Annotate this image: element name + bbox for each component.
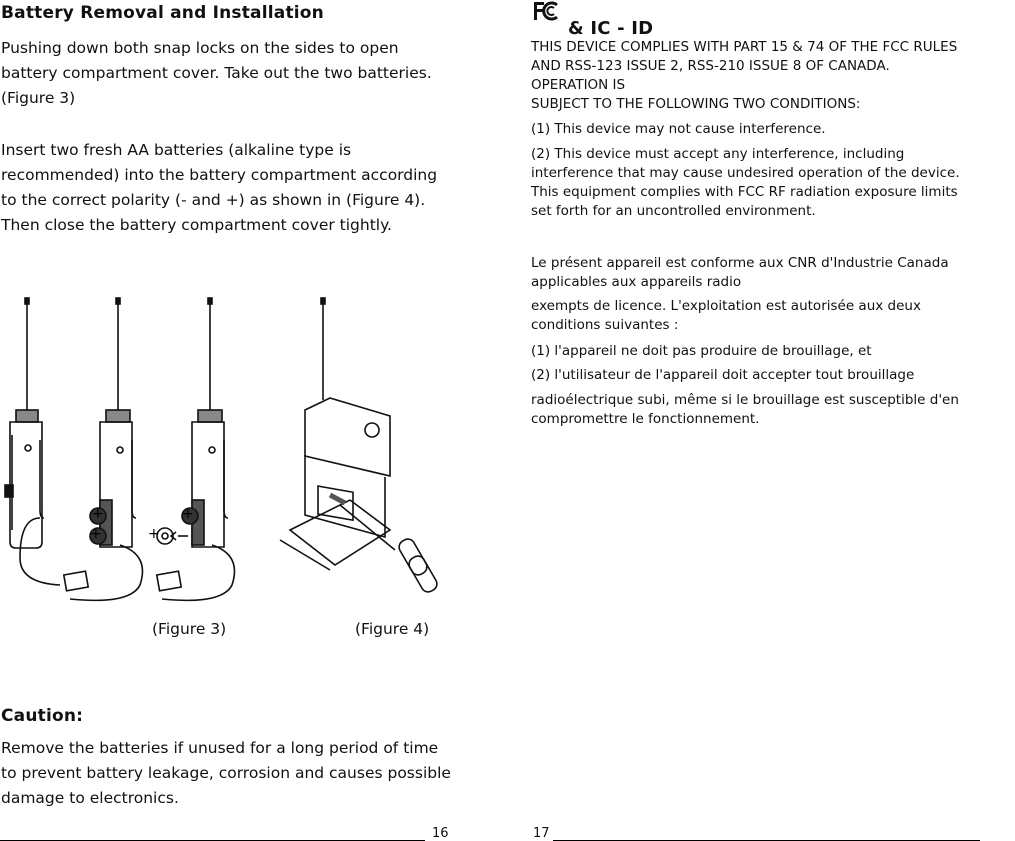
figure3-caption: (Figure 3) xyxy=(152,620,227,638)
polarity-plus-3: + xyxy=(182,506,194,522)
fcc-ic-heading: & IC - ID xyxy=(568,18,654,39)
bodypack-open-view xyxy=(280,298,395,570)
polarity-plus-2: + xyxy=(90,526,102,542)
ic-french-para-2: exempts de licence. L'exploitation est autorisée aux deux conditions suivantes : xyxy=(531,298,921,333)
right-page-number: 17 xyxy=(533,826,550,841)
aa-batteries xyxy=(397,537,440,595)
ic-french-condition-2: (2) l'utilisateur de l'appareil doit accepter tout brouillage xyxy=(531,367,915,383)
fcc-condition-2: (2) This device must accept any interference, including interference that may cause undesired operation of the device. This equipment complies with FCC RF radiation exposure limits set forth for an uncontrolled environment. xyxy=(531,146,960,219)
fcc-line-3: OPERATION IS xyxy=(531,77,626,93)
caution-heading: Caution: xyxy=(1,706,84,726)
fcc-line-1: THIS DEVICE COMPLIES WITH PART 15 & 74 OF THE FCC RULES xyxy=(531,39,958,55)
battery-figures-illustration xyxy=(0,290,460,610)
fcc-logo xyxy=(531,0,561,22)
battery-section-heading: Battery Removal and Installation xyxy=(1,3,324,23)
ic-french-para-1: Le présent appareil est conforme aux CNR d'Industrie Canada applicables aux appareils radio xyxy=(531,255,949,290)
transmitter-side-view-1 xyxy=(5,298,44,548)
left-page-number: 16 xyxy=(432,826,449,841)
fcc-line-2: AND RSS-123 ISSUE 2, RSS-210 ISSUE 8 OF CANADA. xyxy=(531,58,890,74)
figure4-caption: (Figure 4) xyxy=(355,620,430,638)
polarity-plus-1: + xyxy=(92,506,104,522)
fcc-condition-1: (1) This device may not cause interference. xyxy=(531,121,826,137)
polarity-plus-4: + xyxy=(148,526,160,542)
fcc-line-4: SUBJECT TO THE FOLLOWING TWO CONDITIONS: xyxy=(531,96,861,112)
transmitter-side-view-3 xyxy=(192,298,228,547)
transmitter-side-view-2 xyxy=(100,298,136,547)
caution-text: Remove the batteries if unused for a long period of time to prevent battery leakage, corrosion and causes possible damage to electronics. xyxy=(1,739,451,807)
installation-paragraph: Insert two fresh AA batteries (alkaline type is recommended) into the battery compartment according to the correct polarity (- and +) as shown in (Figure 4). Then close the battery compartment cover tightly. xyxy=(1,141,438,234)
removal-paragraph: Pushing down both snap locks on the sides to open battery compartment cover. Take out the two batteries. (Figure 3) xyxy=(1,39,432,107)
ic-french-condition-3: radioélectrique subi, même si le brouillage est susceptible d'en compromettre le fonctionnement. xyxy=(531,392,959,427)
ic-french-condition-1: (1) l'appareil ne doit pas produire de brouillage, et xyxy=(531,343,872,359)
